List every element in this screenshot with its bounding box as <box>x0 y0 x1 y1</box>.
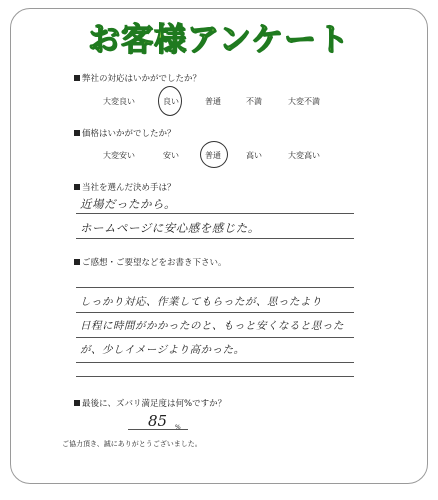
answer-rule <box>76 213 354 214</box>
answer-rule <box>76 312 354 313</box>
question-2-label: 価格はいかがでしたか？ <box>82 129 176 139</box>
answer-rule <box>76 362 354 363</box>
survey-title: お客様アンケート <box>87 20 351 58</box>
q1-selection-circle <box>158 86 182 116</box>
survey-card <box>10 8 428 484</box>
bullet-square-icon <box>74 75 80 81</box>
q1-option-1[interactable]: 大変良い <box>103 97 135 106</box>
q1-option-3[interactable]: 普通 <box>205 97 221 106</box>
bullet-square-icon <box>74 184 80 190</box>
question-5 <box>74 397 226 409</box>
question-1 <box>74 72 201 84</box>
answer-rule <box>76 337 354 338</box>
q4-answer-line-2: 日程に時間がかかったのと、もっと安くなると思った <box>80 320 344 332</box>
q2-option-3[interactable]: 普通 <box>205 151 221 160</box>
q2-option-5[interactable]: 大変高い <box>288 151 320 160</box>
question-3 <box>74 181 176 193</box>
answer-rule <box>76 238 354 239</box>
question-2 <box>74 127 176 139</box>
bullet-square-icon <box>74 130 80 136</box>
q2-selection-circle <box>200 141 228 168</box>
bullet-square-icon <box>74 259 80 265</box>
q1-option-4[interactable]: 不満 <box>246 97 262 106</box>
thank-you-note: ご協力頂き、誠にありがとうございました。 <box>62 440 202 448</box>
q3-answer-line-1: 近場だったから。 <box>80 197 176 211</box>
q4-answer-line-1: しっかり対応、作業してもらったが、思ったより <box>80 296 322 308</box>
question-1-label: 弊社の対応はいかがでしたか？ <box>82 74 202 84</box>
satisfaction-underline <box>128 429 188 430</box>
q2-option-4[interactable]: 高い <box>246 151 262 160</box>
question-4-label: ご感想・ご要望などをお書き下さい。 <box>82 258 227 268</box>
answer-rule <box>76 376 354 377</box>
answer-rule <box>76 287 354 288</box>
question-5-label: 最後に、ズバリ満足度は何%ですか？ <box>82 399 227 409</box>
q1-option-5[interactable]: 大変不満 <box>288 97 320 106</box>
satisfaction-unit: % <box>175 424 181 431</box>
bullet-square-icon <box>74 400 80 406</box>
question-3-label: 当社を選んだ決め手は？ <box>82 183 176 193</box>
q2-option-1[interactable]: 大変安い <box>103 151 135 160</box>
q3-answer-line-2: ホームページに安心感を感じた。 <box>80 221 260 235</box>
q2-option-2[interactable]: 安い <box>163 151 179 160</box>
q4-answer-line-3: が、少しイメージより高かった。 <box>80 344 245 356</box>
satisfaction-value: 85 <box>148 412 168 430</box>
question-4 <box>74 256 227 268</box>
q1-option-2[interactable]: 良い <box>163 97 179 106</box>
